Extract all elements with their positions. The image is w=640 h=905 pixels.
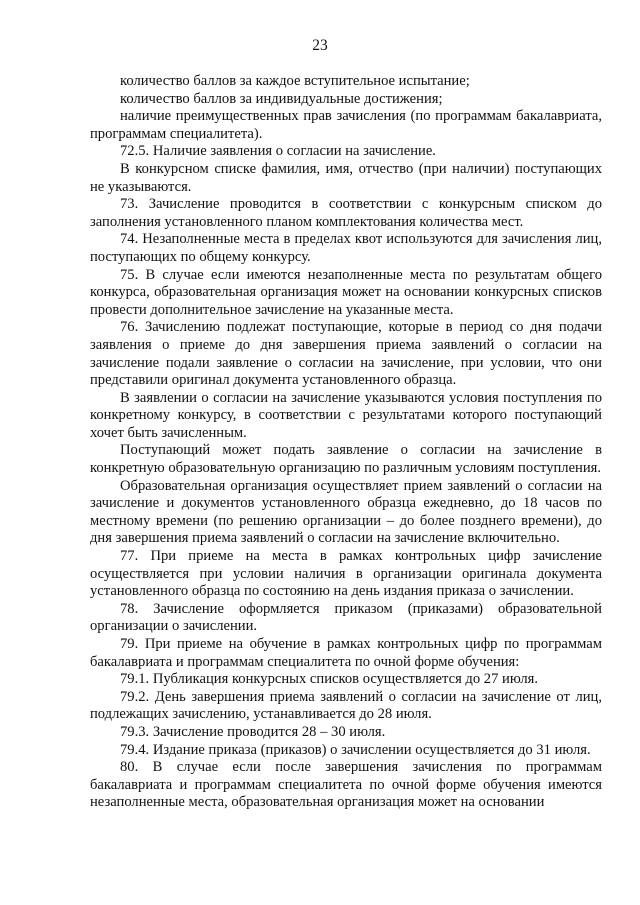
- paragraph: 79.2. День завершения приема заявлений о согласии на зачисление от лиц, подлежащих зачислению, устанавливается до 28 июля.: [90, 688, 602, 723]
- paragraph: 77. При приеме на места в рамках контрольных цифр зачисление осуществляется при условии наличия в организации оригинала документа установленного образца по состоянию на день издания приказа о зачислении.: [90, 548, 602, 600]
- paragraph: 80. В случае если после завершения зачисления по программам бакалавриата и программам специалитета по очной форме обучения имеются незаполненные места, образовательная организация может на основании: [90, 759, 602, 811]
- paragraph: 74. Незаполненные места в пределах квот используются для зачисления лиц, поступающих по общему конкурсу.: [90, 231, 602, 265]
- paragraph: 79. При приеме на обучение в рамках контрольных цифр по программам бакалавриата и программам специалитета по очной форме обучения:: [90, 636, 602, 670]
- paragraph: 79.1. Публикация конкурсных списков осуществляется до 27 июля.: [120, 671, 539, 688]
- paragraph: 76. Зачислению подлежат поступающие, которые в период со дня подачи заявления о приеме до дня завершения приема заявлений о согласии на зачисление подали заявление о согласии на зачисление, при условии, что они представили оригинал документа установленного образца.: [90, 319, 602, 389]
- paragraph: В заявлении о согласии на зачисление указываются условия поступления по конкретному конкурсу, в соответствии с результатами которого поступающий хочет быть зачисленным.: [90, 389, 602, 441]
- paragraph: наличие преимущественных прав зачисления (по программам бакалавриата, программам специалитета).: [90, 108, 602, 142]
- paragraph: Образовательная организация осуществляет прием заявлений о согласии на зачисление и документов установленного образца ежедневно, до 18 часов по местному времени (по решению организации – до более позднего времени), до дня завершения приема заявлений о согласии на зачисление включительно.: [90, 477, 602, 547]
- paragraph: 79.4. Издание приказа (приказов) о зачислении осуществляется до 31 июля.: [120, 741, 591, 758]
- paragraph: В конкурсном списке фамилия, имя, отчество (при наличии) поступающих не указываются.: [90, 160, 602, 195]
- paragraph: количество баллов за каждое вступительное испытание;: [120, 73, 470, 89]
- paragraph: 72.5. Наличие заявления о согласии на зачисление.: [120, 143, 436, 160]
- paragraph: 79.3. Зачисление проводится 28 – 30 июля.: [120, 723, 386, 740]
- paragraph: количество баллов за индивидуальные достижения;: [120, 90, 443, 107]
- document-body: [90, 73, 602, 812]
- paragraph: 75. В случае если имеются незаполненные места по результатам общего конкурса, образовательная организация может на основании конкурсных списков провести дополнительное зачисление на указанные места.: [90, 266, 602, 318]
- paragraph: 73. Зачисление проводится в соответствии с конкурсным списком до заполнения установленного планом комплектования количества мест.: [90, 196, 602, 230]
- paragraph: Поступающий может подать заявление о согласии на зачисление в конкретную образовательную организацию по различным условиям поступления.: [90, 442, 602, 477]
- page-number: 23: [312, 37, 328, 54]
- paragraph: 78. Зачисление оформляется приказом (приказами) образовательной организации о зачислении.: [90, 600, 602, 635]
